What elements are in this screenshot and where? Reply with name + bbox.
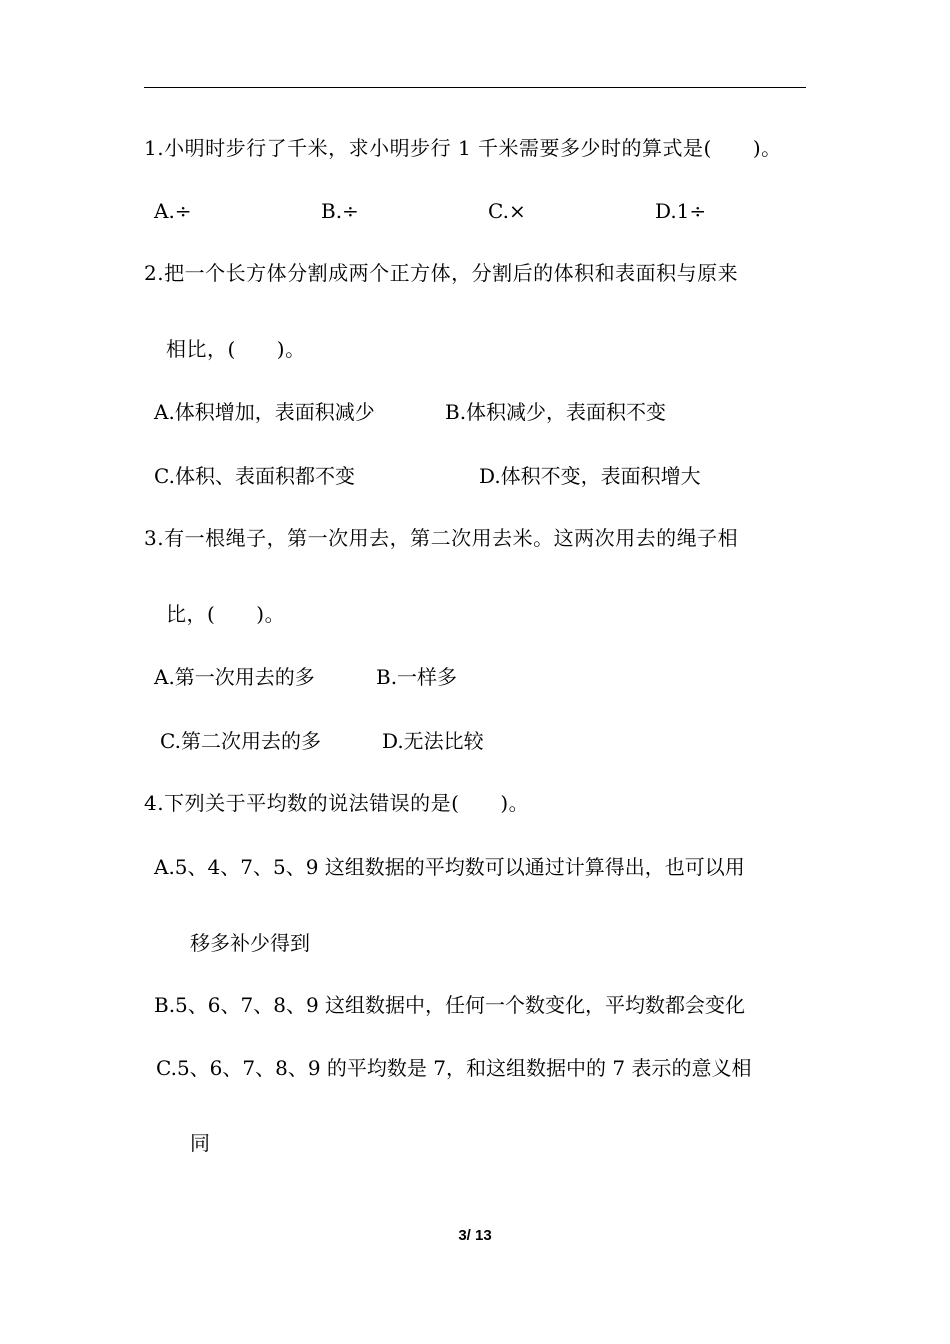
question-2-option-d: D.体积不变，表面积增大 (479, 464, 701, 488)
question-1-option-b: B.÷ (321, 199, 359, 223)
question-4-option-b: B.5、6、7、8、9 这组数据中，任何一个数变化，平均数都会变化 (154, 993, 746, 1017)
question-3-stem: 3.有一根绳子，第一次用去，第二次用去米。这两次用去的绳子相 (144, 526, 739, 550)
question-3-option-a: A.第一次用去的多 (154, 665, 315, 689)
question-1-option-c: C.× (488, 199, 526, 223)
question-3-option-d: D.无法比较 (382, 729, 484, 753)
question-1-option-d: D.1÷ (655, 199, 707, 223)
question-4-option-a-continued: 移多补少得到 (190, 931, 310, 955)
page-number: 3/ 13 (458, 1227, 492, 1244)
question-4-option-c-continued: 同 (190, 1131, 210, 1155)
question-4-stem: 4.下列关于平均数的说法错误的是( )。 (144, 791, 530, 815)
header-rule (144, 87, 806, 88)
question-3-stem-continued: 比，( )。 (166, 602, 286, 626)
question-4-option-c: C.5、6、7、8、9 的平均数是 7，和这组数据中的 7 表示的意义相 (156, 1056, 752, 1080)
question-2-option-c: C.体积、表面积都不变 (154, 464, 355, 488)
question-3-option-c: C.第二次用去的多 (160, 729, 321, 753)
question-2-option-a: A.体积增加，表面积减少 (154, 400, 375, 424)
question-2-option-b: B.体积减少，表面积不变 (445, 400, 667, 424)
question-2-stem-continued: 相比，( )。 (166, 337, 306, 361)
question-4-option-a: A.5、4、7、5、9 这组数据的平均数可以通过计算得出，也可以用 (154, 855, 745, 879)
question-1-stem: 1.小明时步行了千米，求小明步行 1 千米需要多少时的算式是( )。 (144, 136, 782, 160)
question-2-stem: 2.把一个长方体分割成两个正方体，分割后的体积和表面积与原来 (144, 261, 739, 285)
question-3-option-b: B.一样多 (376, 665, 458, 689)
question-1-option-a: A.÷ (154, 199, 192, 223)
